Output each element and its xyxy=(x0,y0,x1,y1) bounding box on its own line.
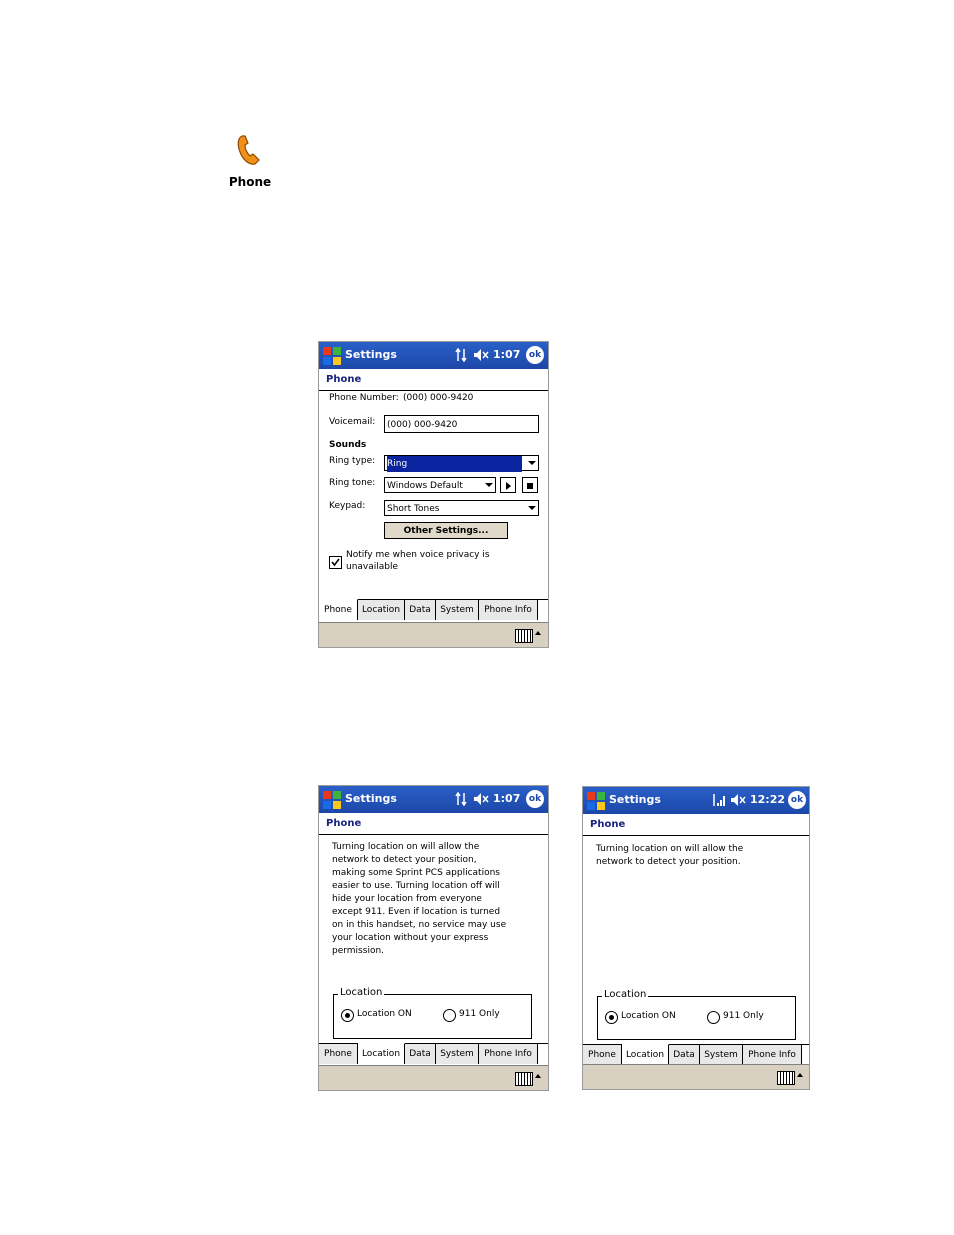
windows-start-icon[interactable] xyxy=(322,790,342,810)
play-button[interactable] xyxy=(500,477,516,493)
command-bar xyxy=(583,1064,809,1089)
location-group-label: Location xyxy=(340,987,383,998)
ring-type-value: Ring xyxy=(387,456,522,472)
speaker-mute-icon[interactable] xyxy=(473,792,489,806)
speaker-mute-icon[interactable] xyxy=(730,793,746,807)
title-bar xyxy=(583,787,809,814)
title-bar xyxy=(319,786,548,813)
description-line: hide your location from everyone xyxy=(332,894,482,904)
ring-tone-dropdown[interactable] xyxy=(384,477,496,493)
ring-tone-value: Windows Default xyxy=(387,481,463,491)
ok-button[interactable]: ok xyxy=(788,791,806,809)
voicemail-input[interactable]: (000) 000-9420 xyxy=(384,415,539,433)
tab-data[interactable]: Data xyxy=(405,600,436,620)
description-line: Turning location on will allow the xyxy=(332,842,480,852)
header-divider xyxy=(319,834,548,835)
location-settings-screen-alt xyxy=(582,786,810,1090)
location-description xyxy=(596,843,743,869)
tab-strip xyxy=(319,1043,548,1065)
location-on-radio[interactable] xyxy=(605,1011,618,1024)
chevron-down-icon[interactable] xyxy=(481,478,495,492)
clock[interactable]: 1:07 xyxy=(493,792,521,805)
chevron-down-icon[interactable] xyxy=(524,456,538,470)
location-on-radio[interactable] xyxy=(341,1009,354,1022)
window-title: Settings xyxy=(609,793,661,806)
checkmark-icon xyxy=(330,557,341,568)
location-settings-screen xyxy=(318,785,549,1091)
voicemail-label: Voicemail: xyxy=(329,417,376,427)
signal-strength-icon[interactable] xyxy=(712,793,726,807)
header-divider xyxy=(583,835,809,836)
stop-button[interactable] xyxy=(522,477,538,493)
description-line: making some Sprint PCS applications xyxy=(332,868,500,878)
tab-system[interactable]: System xyxy=(436,600,479,620)
tab-system[interactable]: System xyxy=(700,1045,743,1065)
tab-phone-info[interactable]: Phone Info xyxy=(479,600,538,620)
tab-phone-info[interactable]: Phone Info xyxy=(743,1045,802,1065)
clock[interactable]: 1:07 xyxy=(493,348,521,361)
911-only-label[interactable]: 911 Only xyxy=(723,1011,764,1021)
keyboard-icon[interactable] xyxy=(515,629,533,643)
911-only-label[interactable]: 911 Only xyxy=(459,1009,500,1019)
windows-start-icon[interactable] xyxy=(586,791,606,811)
ring-tone-label: Ring tone: xyxy=(329,478,376,488)
page-title: Phone xyxy=(326,374,362,385)
tab-strip xyxy=(583,1044,809,1066)
notify-privacy-label-line1: Notify me when voice privacy is xyxy=(346,550,490,560)
description-line: your location without your express xyxy=(332,933,489,943)
tab-location[interactable]: Location xyxy=(622,1044,669,1065)
location-on-label[interactable]: Location ON xyxy=(357,1009,412,1019)
input-panel-arrow-icon[interactable] xyxy=(797,1073,803,1077)
location-on-label[interactable]: Location ON xyxy=(621,1011,676,1021)
keyboard-icon[interactable] xyxy=(515,1072,533,1086)
phone-number-value: (000) 000-9420 xyxy=(403,393,474,403)
ring-type-label: Ring type: xyxy=(329,456,376,466)
tab-data[interactable]: Data xyxy=(405,1044,436,1064)
phone-handset-icon xyxy=(236,134,262,166)
command-bar xyxy=(319,1065,548,1090)
notify-privacy-checkbox[interactable] xyxy=(329,556,342,569)
keypad-value: Short Tones xyxy=(387,504,440,514)
location-description xyxy=(332,841,506,958)
command-bar xyxy=(319,622,548,647)
window-title: Settings xyxy=(345,348,397,361)
location-group-label: Location xyxy=(604,989,647,1000)
description-line: on in this handset, no service may use xyxy=(332,920,507,930)
connectivity-icon[interactable] xyxy=(455,348,467,362)
tab-location[interactable]: Location xyxy=(358,1043,405,1064)
phone-app-shortcut[interactable] xyxy=(222,134,278,192)
tab-data[interactable]: Data xyxy=(669,1045,700,1065)
phone-settings-screen xyxy=(318,341,549,648)
description-line: easier to use. Turning location off will xyxy=(332,881,500,891)
stop-icon xyxy=(523,479,537,493)
tab-location[interactable]: Location xyxy=(358,600,405,620)
tab-strip xyxy=(319,599,548,621)
window-title: Settings xyxy=(345,792,397,805)
tab-phone[interactable]: Phone xyxy=(583,1045,622,1065)
911-only-radio[interactable] xyxy=(707,1011,720,1024)
clock[interactable]: 12:22 xyxy=(750,793,786,806)
phone-number-label: Phone Number: xyxy=(329,393,399,403)
tab-phone-info[interactable]: Phone Info xyxy=(479,1044,538,1064)
header-divider xyxy=(319,390,548,391)
sounds-heading: Sounds xyxy=(329,440,367,450)
description-line: network to detect your position, xyxy=(332,855,477,865)
title-bar xyxy=(319,342,548,369)
connectivity-icon[interactable] xyxy=(455,792,467,806)
keypad-dropdown[interactable] xyxy=(384,500,539,516)
description-line: Turning location on will allow the xyxy=(596,844,744,854)
phone-app-label: Phone xyxy=(228,175,272,189)
911-only-radio[interactable] xyxy=(443,1009,456,1022)
notify-privacy-label-line2: unavailable xyxy=(346,562,399,572)
tab-phone[interactable]: Phone xyxy=(319,599,358,620)
description-line: permission. xyxy=(332,946,385,956)
play-icon xyxy=(501,479,515,493)
keypad-label: Keypad: xyxy=(329,501,366,511)
description-line: network to detect your position. xyxy=(596,857,741,867)
tab-system[interactable]: System xyxy=(436,1044,479,1064)
location-group xyxy=(597,989,796,1040)
speaker-mute-icon[interactable] xyxy=(473,348,489,362)
ring-type-dropdown[interactable] xyxy=(384,455,539,471)
page-title: Phone xyxy=(326,818,362,829)
location-group xyxy=(333,987,532,1039)
input-panel-arrow-icon[interactable] xyxy=(535,631,541,635)
windows-start-icon[interactable] xyxy=(322,346,342,366)
description-line: except 911. Even if location is turned xyxy=(332,907,501,917)
other-settings-button[interactable]: Other Settings... xyxy=(384,522,508,539)
ok-button[interactable]: ok xyxy=(526,790,544,808)
tab-phone[interactable]: Phone xyxy=(319,1044,358,1064)
ok-button[interactable]: ok xyxy=(526,346,544,364)
input-panel-arrow-icon[interactable] xyxy=(535,1074,541,1078)
keyboard-icon[interactable] xyxy=(777,1071,795,1085)
page-title: Phone xyxy=(590,819,626,830)
chevron-down-icon[interactable] xyxy=(524,501,538,515)
